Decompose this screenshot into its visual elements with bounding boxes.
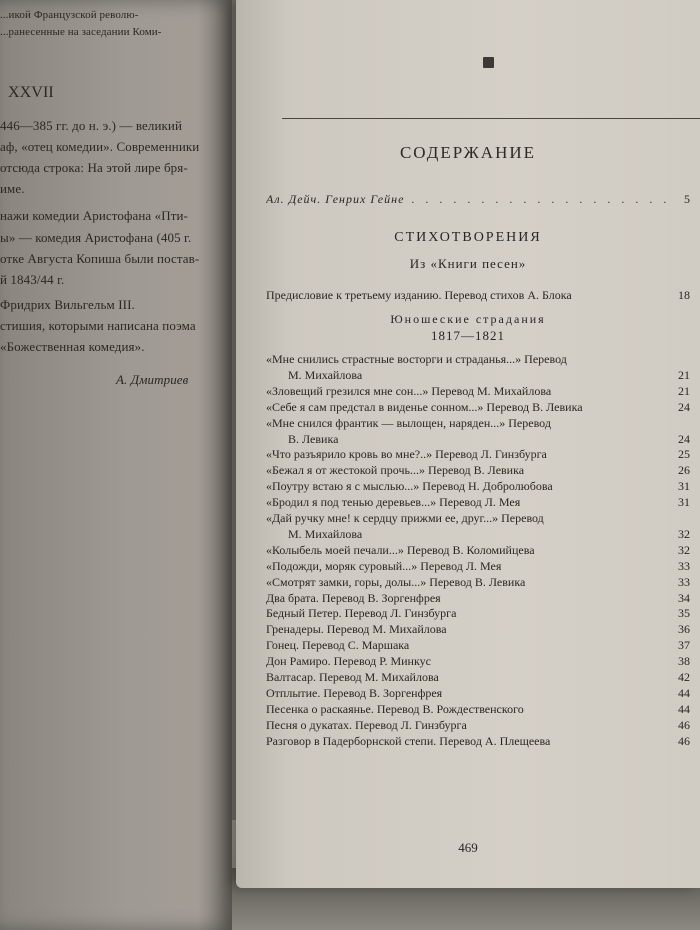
section-heading: СТИХОТВОРЕНИЯ xyxy=(394,230,542,245)
notes-line: Фридрих Вильгельм III. xyxy=(0,297,135,312)
toc-entry-title: Песня о дукатах. Перевод Л. Гинзбурга xyxy=(266,717,467,732)
toc-entry[interactable] xyxy=(266,479,690,493)
toc-entry-title: В. Левика xyxy=(288,431,339,446)
toc-entry-page: 44 xyxy=(678,685,690,700)
toc-entry-page: 33 xyxy=(678,574,690,589)
toc-entry-title: «Поутру встаю я с мыслью...» Перевод Н. Добролюбова xyxy=(266,479,553,494)
notes-line: име. xyxy=(0,181,25,196)
notes-line: й 1843/44 г. xyxy=(0,272,65,287)
toc-entry-page: 42 xyxy=(678,670,690,684)
notes-line: 446—385 гг. до н. э.) — великий xyxy=(0,118,183,133)
toc-entry[interactable] xyxy=(266,654,690,668)
toc-entry[interactable] xyxy=(266,384,690,398)
toc-entry[interactable] xyxy=(266,352,690,366)
toc-entry[interactable] xyxy=(266,575,690,589)
toc-entry[interactable] xyxy=(266,591,690,605)
toc-entry-page: 32 xyxy=(678,542,690,557)
toc-entry-title: Дон Рамиро. Перевод Р. Минкус xyxy=(266,654,431,669)
notes-line: нажи комедии Аристофана «Пти- xyxy=(0,208,188,223)
toc-entry-page: 44 xyxy=(678,701,690,716)
toc-entry[interactable] xyxy=(266,400,690,414)
toc-entry-title: М. Михайлова xyxy=(288,526,363,541)
toc-entry-page: 36 xyxy=(678,622,690,637)
toc-entry[interactable] xyxy=(266,447,690,461)
notes-author: А. Дмитриев xyxy=(116,372,189,387)
toc-intro[interactable]: Ал. Дейч. Генрих Гейне . . . . . . . . . . . . . . . . . . . 5 xyxy=(266,192,690,206)
toc-entry-title: «Себе я сам предстал в виденье сонном...» Перевод В. Левика xyxy=(266,399,583,414)
toc-entry-title: «Мне снился франтик — вылощен, наряден...» Перевод xyxy=(266,415,551,430)
toc-entry[interactable] xyxy=(266,638,690,652)
toc-entry-title: «Подожди, моряк суровый...» Перевод Л. Мея xyxy=(266,558,502,573)
toc-preface[interactable] xyxy=(266,288,690,302)
toc-entry-title: «Бежал я от жестокой прочь...» Перевод В. Левика xyxy=(266,463,525,478)
subsection-heading: Из «Книги песен» xyxy=(409,256,527,271)
page-title: СОДЕРЖАНИЕ xyxy=(399,143,537,162)
notes-line: отке Августа Копиша были постав- xyxy=(0,251,200,266)
notes-line: ...икой Французской револю- xyxy=(0,9,139,21)
toc-entry[interactable] xyxy=(266,495,690,509)
notes-line: ы» — комедия Аристофана (405 г. xyxy=(0,230,192,245)
toc-entry[interactable] xyxy=(266,543,690,557)
toc-entry-page: 38 xyxy=(678,654,690,669)
toc-entry-page: 46 xyxy=(678,733,690,748)
toc-entry-title: Бедный Петер. Перевод Л. Гинзбурга xyxy=(266,606,457,621)
toc-entry[interactable] xyxy=(266,606,690,620)
toc-entry-page: 32 xyxy=(678,526,690,541)
toc-entry-title: М. Михайлова xyxy=(288,367,363,382)
toc-entry[interactable] xyxy=(266,527,690,541)
toc-entry[interactable] xyxy=(266,734,690,748)
toc-entry-page: 33 xyxy=(678,558,690,573)
toc-intro-page: 5 xyxy=(684,192,690,206)
toc-entry[interactable] xyxy=(266,511,690,525)
toc-entry-title: Песенка о раскаянье. Перевод В. Рождественского xyxy=(266,701,524,716)
notes-line: ...ранесенные на заседании Коми- xyxy=(0,26,162,38)
toc-entry-title: «Мне снились страстные восторги и страданья...» Перевод xyxy=(266,352,567,366)
toc-entry-page: 24 xyxy=(678,431,690,446)
toc-entry-title: «Смотрят замки, горы, долы...» Перевод В. Левика xyxy=(266,574,526,589)
toc-entry-title: Гонец. Перевод С. Маршака xyxy=(266,638,410,653)
page-marker-icon xyxy=(483,57,494,68)
notes-chapter-number: XXVII xyxy=(8,84,54,101)
toc-preface-page: 18 xyxy=(678,288,690,302)
toc-entry-page: 24 xyxy=(678,399,690,414)
header-rule xyxy=(282,118,700,119)
toc-entry[interactable] xyxy=(266,686,690,700)
toc-entry-page: 34 xyxy=(678,590,690,605)
toc-entry-page: 37 xyxy=(678,638,690,653)
toc-entry-page: 46 xyxy=(678,717,690,732)
notes-line: аф, «отец комедии». Современники xyxy=(0,139,200,154)
cycle-title: Юношеские страдания xyxy=(390,312,546,326)
toc-entry[interactable] xyxy=(266,670,690,684)
toc-entry-title: Валтасар. Перевод М. Михайлова xyxy=(266,670,439,684)
toc-entry-page: 31 xyxy=(678,479,690,494)
toc-entry-title: «Бродил я под тенью деревьев...» Перевод Л. Мея xyxy=(266,495,521,510)
toc-entry[interactable] xyxy=(266,416,690,430)
toc-entry-title: Отплытие. Перевод В. Зоргенфрея xyxy=(266,685,443,700)
toc-entry-title: «Зловещий грезился мне сон...» Перевод М. Михайлова xyxy=(266,383,552,398)
notes-line: стишия, которыми написана поэма xyxy=(0,318,196,333)
toc-entry-title: Два брата. Перевод В. Зоргенфрея xyxy=(266,590,441,605)
toc-entry[interactable] xyxy=(266,432,690,446)
toc-entry-page: 31 xyxy=(678,495,690,510)
toc-entry[interactable] xyxy=(266,368,690,382)
toc-entry-title: Гренадеры. Перевод М. Михайлова xyxy=(266,622,447,637)
toc-entry[interactable] xyxy=(266,702,690,716)
left-page xyxy=(0,0,232,930)
toc-entry-page: 35 xyxy=(678,606,690,621)
page-number: 469 xyxy=(458,840,478,855)
toc-entry[interactable] xyxy=(266,718,690,732)
cycle-years: 1817—1821 xyxy=(431,328,505,343)
toc-entry-title: «Дай ручку мне! к сердцу прижми ее, друг...» Перевод xyxy=(266,511,544,525)
toc-entry-title: «Колыбель моей печали...» Перевод В. Коломийцева xyxy=(266,542,535,557)
toc-entry[interactable] xyxy=(266,622,690,636)
notes-line: отсюда строка: На этой лире бря- xyxy=(0,160,188,175)
notes-line: «Божественная комедия». xyxy=(0,339,145,354)
toc-entry[interactable] xyxy=(266,559,690,573)
right-page xyxy=(236,0,700,888)
toc-entry-page: 26 xyxy=(678,463,690,478)
toc-entry-title: «Что разъярило кровь во мне?..» Перевод Л. Гинзбурга xyxy=(266,447,547,462)
toc-entry[interactable] xyxy=(266,463,690,477)
toc-entry-title: Разговор в Падерборнской степи. Перевод А. Плещеева xyxy=(266,733,551,748)
toc-preface-text: Предисловие к третьему изданию. Перевод стихов А. Блока xyxy=(266,288,572,302)
toc-intro-text: Ал. Дейч. Генрих Гейне xyxy=(266,192,405,206)
toc-entry-page: 25 xyxy=(678,447,690,462)
toc-entry-page: 21 xyxy=(678,383,690,398)
toc-entry-page: 21 xyxy=(678,367,690,382)
